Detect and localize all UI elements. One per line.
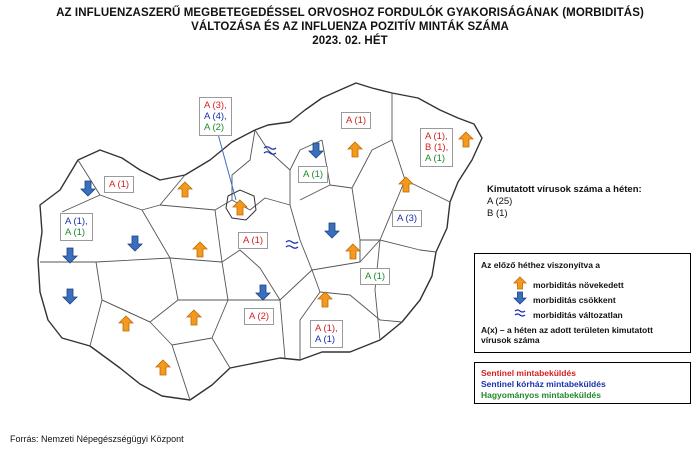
summary-heading: Kimutatott vírusok száma a héten: (487, 184, 642, 195)
legend-arrow-down-icon (513, 291, 527, 305)
label-vas (60, 213, 93, 241)
title-line-3: 2023. 02. HÉT (312, 35, 388, 47)
virus-count: A (1) (243, 235, 264, 246)
virus-count: A (1), (425, 131, 448, 142)
virus-count: A (2) (204, 122, 225, 133)
virus-count: A (1) (303, 169, 324, 180)
arrow-down-icon-zala (63, 289, 77, 304)
arrow-down-icon-veszprem (128, 236, 142, 251)
sampling-hospital: Sentinel kórház mintabeküldés (481, 379, 606, 389)
summary-a-count: A (25) (487, 196, 513, 207)
stable-icon-pest (286, 241, 298, 249)
arrow-up-icon-somogy (119, 316, 133, 331)
arrow-down-icon-vas (63, 248, 77, 263)
label-heves (298, 166, 328, 183)
legend-arrow-up-icon (513, 276, 527, 290)
virus-count: A (1) (365, 271, 386, 282)
arrow-up-icon-tolna (187, 310, 201, 325)
arrow-down-icon-jasz-nagykun-szolnok (325, 223, 339, 238)
legend-stable-text: morbiditás változatlan (533, 310, 623, 320)
arrow-up-icon-borsod-abauj-zemplen (348, 142, 362, 157)
virus-count: A (1) (109, 179, 130, 190)
virus-count: A (2) (249, 311, 270, 322)
legend-note: A(x) – a héten az adott területen kimutatott vírusok száma (481, 325, 653, 345)
summary-b-count: B (1) (487, 208, 508, 219)
virus-count: A (1) (315, 334, 336, 345)
label-szabolcs (420, 128, 453, 167)
legend-up-text: morbiditás növekedett (533, 280, 624, 290)
arrow-down-icon-bacs-kiskun (256, 285, 270, 300)
virus-count: B (1), (425, 142, 449, 153)
virus-count: A (3) (397, 213, 418, 224)
virus-count: A (3), (204, 100, 227, 111)
title-line-1: AZ INFLUENZASZERŰ MEGBETEGEDÉSSEL ORVOSHOZ FORDULÓK GYAKORISÁGÁNAK (MORBIDITÁS) (56, 7, 644, 19)
label-bekes (360, 268, 390, 285)
sampling-traditional: Hagyományos mintabeküldés (481, 390, 601, 400)
source-note: Forrás: Nemzeti Népegészségügyi Központ (10, 434, 184, 444)
sampling-sentinel: Sentinel mintabeküldés (481, 368, 576, 378)
virus-count: A (1), (65, 216, 88, 227)
arrow-up-icon-csongrad-csanad (318, 292, 332, 307)
label-gyor (104, 176, 134, 193)
arrow-up-icon-komarom-esztergom (178, 182, 192, 197)
arrow-up-icon-bekes (346, 244, 360, 259)
virus-count: A (1) (65, 227, 86, 238)
label-budapest (199, 97, 232, 136)
sampling-legend (474, 362, 691, 404)
title-line-2: VÁLTOZÁSA ÉS AZ INFLUENZA POZITÍV MINTÁK SZÁMA (191, 21, 509, 33)
stable-icon-nograd (264, 147, 276, 155)
label-hajdu (392, 210, 422, 227)
label-pest (238, 232, 268, 249)
legend-down-text: morbiditás csökkent (533, 295, 616, 305)
virus-summary (487, 184, 642, 220)
label-bacs (244, 308, 274, 325)
virus-count: A (1), (315, 323, 338, 334)
label-borsod (341, 112, 371, 129)
virus-count: A (4), (204, 111, 227, 122)
budapest-leader-line (218, 134, 236, 200)
virus-count: A (1) (346, 115, 367, 126)
legend-intro: Az előző héthez viszonyítva a (481, 260, 601, 270)
trend-layer (63, 132, 473, 375)
virus-count: A (1) (425, 153, 446, 164)
arrow-up-icon-szabolcs-szatmar-bereg (459, 132, 473, 147)
legend-stable-icon (513, 307, 527, 319)
arrow-up-icon-baranya (156, 360, 170, 375)
trend-legend (474, 253, 691, 353)
label-csongrad (310, 320, 343, 348)
arrow-up-icon-fejer (193, 242, 207, 257)
